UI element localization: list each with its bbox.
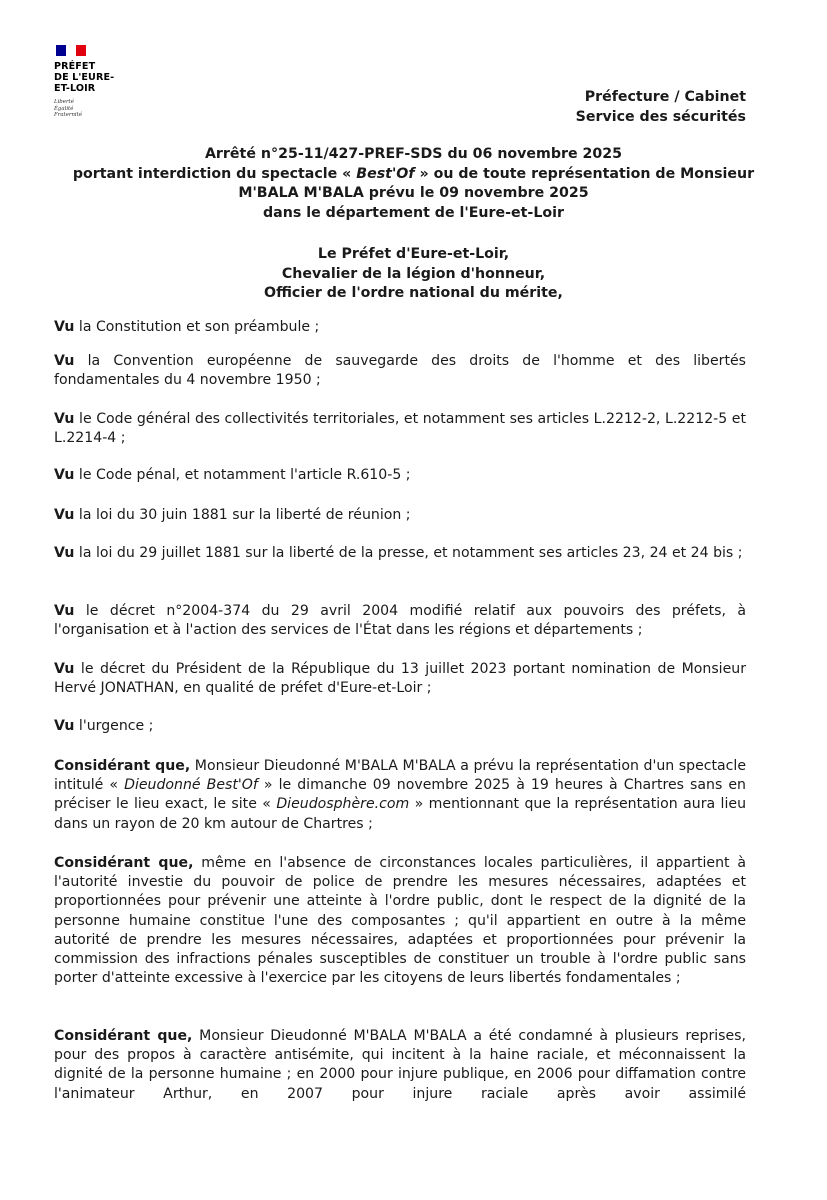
- visa-text: la loi du 30 juin 1881 sur la liberté de réunion ;: [74, 507, 411, 523]
- motto-line: Égalité: [54, 105, 74, 112]
- visa-convention: [54, 352, 746, 390]
- service-line: Préfecture / Cabinet: [584, 89, 746, 105]
- considerant-text: » le dimanche 09 novembre 2025 à 19 heures à Chartres sans en préciser le lieu exact, le site «: [54, 777, 746, 813]
- prefet-line: ET-LOIR: [54, 83, 96, 94]
- visa-lead: Vu: [54, 661, 75, 677]
- visa-text: la Convention européenne de sauvegarde des droits de l'homme et des libertés fondamentales du 4 novembre 1950 ;: [54, 353, 746, 389]
- visa-text: le Code général des collectivités territoriales, et notamment ses articles L.2212-2, L.2212-5 et L.2214-4 ;: [54, 411, 746, 447]
- prefecture-logo: [54, 45, 124, 119]
- title-line: dans le département de l'Eure-et-Loir: [263, 204, 564, 221]
- considerant-lead: Considérant que,: [54, 758, 191, 774]
- visa-text: la loi du 29 juillet 1881 sur la liberté de la presse, et notamment ses articles 23, 24 et 24 bis ;: [74, 545, 743, 561]
- authority-line: Officier de l'ordre national du mérite,: [264, 285, 563, 301]
- visa-cgct: [54, 410, 746, 448]
- service-line: Service des sécurités: [575, 109, 746, 125]
- visa-text: la Constitution et son préambule ;: [74, 319, 320, 335]
- considerant-police-power: [54, 854, 746, 988]
- motto-line: Liberté: [54, 99, 74, 105]
- visa-loi-reunion: [54, 506, 746, 525]
- authority-line: Le Préfet d'Eure-et-Loir,: [317, 246, 510, 262]
- republique-francaise-flag-icon: [56, 45, 86, 56]
- visa-urgence: [54, 717, 746, 736]
- show-name: Dieudonné Best'Of: [124, 777, 258, 794]
- visa-lead: Vu: [54, 718, 75, 734]
- prefet-name: [54, 61, 124, 94]
- considerant-spectacle: [54, 757, 746, 834]
- title-line-end: » ou de toute représentation de Monsieur: [414, 165, 755, 182]
- considerant-lead: Considérant que,: [54, 1028, 193, 1044]
- visa-loi-presse: [54, 544, 746, 563]
- visa-text: le décret du Président de la République du 13 juillet 2023 portant nomination de Monsieur Hervé JONATHAN, en qualité de préfet d'Eure-et-Loir ;: [54, 661, 746, 697]
- visa-lead: Vu: [54, 507, 75, 523]
- visa-decret-nomination: [54, 660, 746, 698]
- visa-lead: Vu: [54, 411, 75, 427]
- visa-lead: Vu: [54, 467, 75, 483]
- considerant-text: même en l'absence de circonstances locales particulières, il appartient à l'autorité investie du pouvoir de police de prendre les mesures nécessaires, adaptées et proportionnées pour prévenir une atteinte à l'ordre public, dont le respect de la dignité de la personne humaine constitue l'une des composantes ; qu'il appartient en outre à la même autorité de prendre les mesures nécessaires, adaptées et proportionnées pour prévenir la commission des infractions pénales susceptibles de constituer un trouble à l'ordre public sans porter d'atteinte excessive à l'exercice par les citoyens de leurs libertés fondamentales ;: [54, 855, 746, 987]
- flag-red-stripe: [76, 45, 86, 56]
- flag-blue-stripe: [56, 45, 66, 56]
- title-line: Arrêté n°25-11/427-PREF-SDS du 06 novembre 2025: [204, 146, 623, 162]
- prefect-authority: [40, 245, 787, 304]
- visa-text: l'urgence ;: [74, 718, 154, 734]
- republic-motto: [54, 99, 124, 119]
- title-line-start: portant interdiction du spectacle «: [72, 165, 357, 182]
- considerant-condamnations: [54, 1027, 746, 1123]
- visa-lead: Vu: [54, 319, 75, 335]
- visa-text: le Code pénal, et notamment l'article R.610-5 ;: [74, 467, 411, 483]
- flag-white-stripe: [66, 45, 76, 56]
- visa-text: le décret n°2004-374 du 29 avril 2004 modifié relatif aux pouvoirs des préfets, à l'organisation et à l'action des services de l'État dans les régions et départements ;: [54, 603, 746, 639]
- visa-decret-2004: [54, 602, 746, 640]
- visa-lead: Vu: [54, 353, 75, 369]
- visa-constitution: [54, 318, 746, 337]
- visa-lead: Vu: [54, 603, 75, 619]
- considerant-text: » mentionnant que la représentation aura lieu dans un rayon de 20 km autour de Chartres ;: [54, 796, 746, 832]
- prefet-line: PRÉFET: [54, 61, 96, 72]
- title-line: [40, 165, 787, 185]
- visa-lead: Vu: [54, 545, 75, 561]
- visa-code-penal: [54, 466, 746, 485]
- title-line: M'BALA M'BALA prévu le 09 novembre 2025: [238, 185, 589, 201]
- website-name: Dieudosphère.com: [276, 796, 410, 813]
- prefet-line: DE L'EURE-: [54, 72, 115, 83]
- show-title: Best'Of: [356, 165, 415, 182]
- motto-line: Fraternité: [54, 112, 83, 119]
- issuing-service: [576, 87, 746, 127]
- authority-line: Chevalier de la légion d'honneur,: [281, 265, 546, 282]
- decree-title: [40, 145, 787, 223]
- considerant-text: Monsieur Dieudonné M'BALA M'BALA a prévu la représentation d'un spectacle intitulé «: [54, 758, 746, 794]
- considerant-lead: Considérant que,: [54, 855, 194, 871]
- considerant-text: Monsieur Dieudonné M'BALA M'BALA a été condamné à plusieurs reprises, pour des propos à caractère antisémite, qui incitent à la haine raciale, et méconnaissent la dignité de la personne humaine ; en 2000 pour injure publique, en 2006 pour diffamation contre l'animateur Arthur, en 2007 pour injure raciale après avoir assimilé: [54, 1028, 746, 1102]
